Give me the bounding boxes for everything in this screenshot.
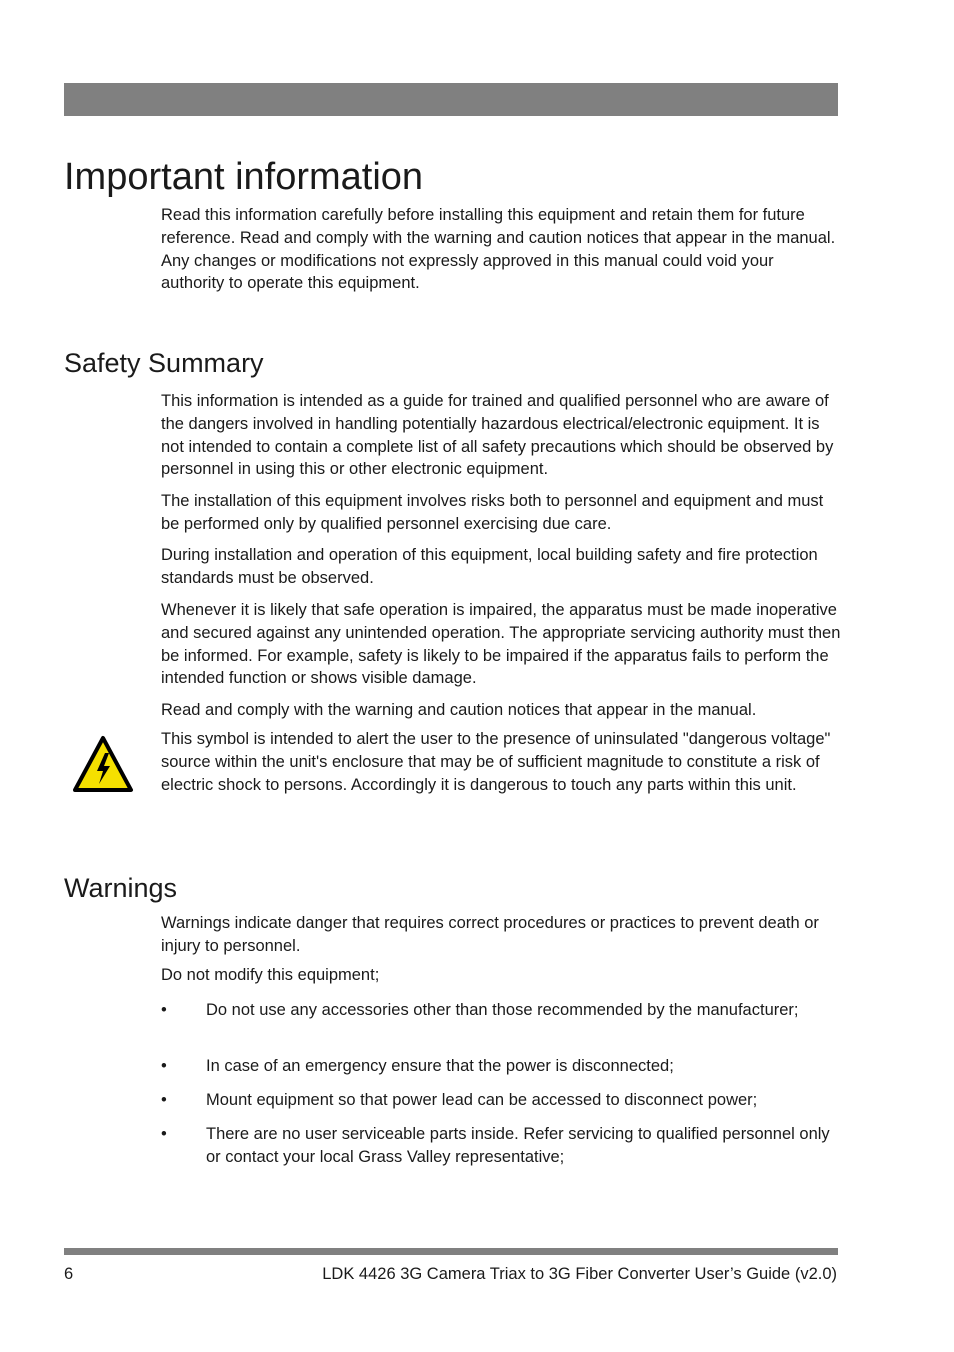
intro-paragraph: Read this information carefully before installing this equipment and retain them for future reference. Read and comply with the warning and caution notices that appear in the manual. Any changes or modifications not expressly approved in this manual could void your authority to operate this equipment. [161, 206, 836, 293]
warnings-lead: Do not modify this equipment; [161, 966, 380, 984]
list-item-text: Do not use any accessories other than those recommended by the manufacturer; [206, 1001, 799, 1019]
safety-paragraph-1: This information is intended as a guide for trained and qualified personnel who are aware of the dangers involved in handling potentially hazardous electrical/electronic equipment. It is not intended to contain a complete list of all safety precautions which should be observed by personnel in using this or other electronic equipment. [161, 392, 834, 479]
list-item-text: In case of an emergency ensure that the power is disconnected; [206, 1057, 674, 1075]
list-item-text: There are no user serviceable parts inside. Refer servicing to qualified personnel only or contact your local Grass Valley representative; [206, 1125, 830, 1166]
footer-rule [64, 1248, 838, 1255]
list-item-text: Mount equipment so that power lead can be accessed to disconnect power; [206, 1091, 758, 1109]
safety-paragraph-4: Whenever it is likely that safe operation is impaired, the apparatus must be made inoperative and secured against any unintended operation. The appropriate servicing authority must then be informed. For example, safety is likely to be impaired if the apparatus fails to perform the intended function or shows visible damage. [161, 601, 841, 688]
safety-paragraph-5: Read and comply with the warning and caution notices that appear in the manual. [161, 701, 757, 719]
bullet-icon: • [161, 1001, 167, 1019]
bullet-icon: • [161, 1057, 167, 1075]
voltage-symbol-note: This symbol is intended to alert the user to the presence of uninsulated "dangerous voltage" source within the unit's enclosure that may be of sufficient magnitude to constitute a risk of electric shock to persons. Accordingly it is dangerous to touch any parts within this unit. [161, 730, 831, 794]
high-voltage-warning-icon [72, 735, 134, 793]
page-number: 6 [64, 1265, 74, 1283]
warnings-intro: Warnings indicate danger that requires correct procedures or practices to prevent death or injury to personnel. [161, 914, 819, 955]
bullet-icon: • [161, 1125, 167, 1143]
bullet-icon: • [161, 1091, 167, 1109]
page-title: Important information [64, 156, 424, 198]
safety-paragraph-2: The installation of this equipment involves risks both to personnel and equipment and must be performed only by qualified personnel exercising due care. [161, 492, 824, 533]
header-rule [64, 83, 838, 116]
safety-summary-heading: Safety Summary [64, 348, 264, 378]
warnings-heading: Warnings [64, 873, 178, 903]
safety-paragraph-3: During installation and operation of this equipment, local building safety and fire protection standards must be observed. [161, 546, 818, 587]
document-title: LDK 4426 3G Camera Triax to 3G Fiber Converter User’s Guide (v2.0) [322, 1265, 837, 1283]
